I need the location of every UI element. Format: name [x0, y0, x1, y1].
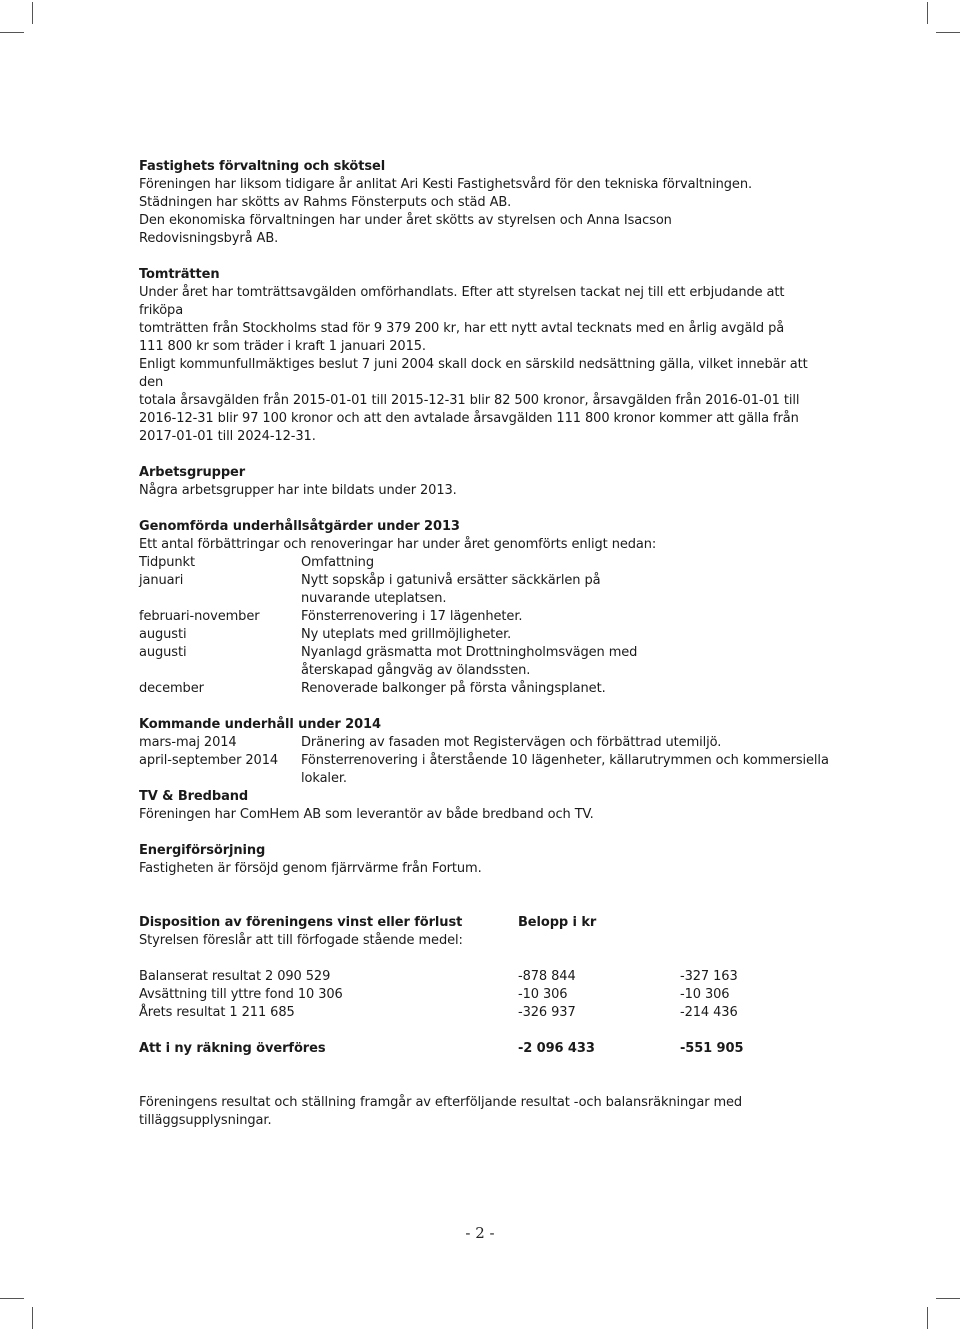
section-arbetsgrupper [139, 464, 829, 500]
section-heading: Genomförda underhållsåtgärder under 2013 [139, 519, 460, 534]
text-line: totala årsavgälden från 2015-01-01 till 2015-12-31 blir 82 500 kronor, årsavgälden från 2016-01-01 till [139, 393, 800, 408]
column-header: Tidpunkt [139, 555, 195, 570]
disposition-amount: -327 163 [680, 969, 738, 984]
text-line: Under året har tomträttsavgälden omförhandlats. Efter att styrelsen tackat nej till ett erbjudande att friköpa [139, 285, 785, 318]
crop-mark [936, 1298, 960, 1299]
text-line: tomträtten från Stockholms stad för 9 379 200 kr, har ett nytt avtal tecknats med en årlig avgäld på [139, 321, 785, 336]
section-tv [139, 788, 829, 824]
text-line: Redovisningsbyrå AB. [139, 231, 279, 246]
text-line: Ett antal förbättringar och renoveringar har under året genomförts enligt nedan: [139, 537, 657, 552]
table-cell-what: Fönsterrenovering i återstående 10 lägenheter, källarutrymmen och kommersiella lokaler. [301, 753, 829, 786]
maintenance-table [139, 554, 829, 698]
disposition-amount: -10 306 [680, 987, 730, 1002]
disposition-row [139, 968, 829, 986]
table-cell-when: februari-november [139, 609, 260, 624]
disposition-total-label: Att i ny räkning överföres [139, 1041, 326, 1056]
table-row [139, 680, 829, 698]
table-cell-when: augusti [139, 627, 187, 642]
table-cell-when: december [139, 681, 204, 696]
text-line: Städningen har skötts av Rahms Fönsterputs och städ AB. [139, 195, 512, 210]
text-line: Styrelsen föreslår att till förfogade stående medel: [139, 933, 463, 948]
crop-mark [32, 1307, 33, 1329]
section-heading: Kommande underhåll under 2014 [139, 717, 381, 732]
disposition-label: Avsättning till yttre fond 10 306 [139, 987, 343, 1002]
table-cell-what: Dränering av fasaden mot Registervägen och förbättrad utemiljö. [301, 735, 722, 750]
crop-mark [927, 2, 928, 24]
amount-header: Belopp i kr [518, 915, 597, 930]
text-line: tilläggsupplysningar. [139, 1113, 272, 1128]
text-line: 2017-01-01 till 2024-12-31. [139, 429, 316, 444]
section-energi [139, 842, 829, 878]
text-line: 2016-12-31 blir 97 100 kronor och att den avtalade årsavgälden 111 800 kronor kommer att gälla från [139, 411, 799, 426]
text-line: Föreningen har ComHem AB som leverantör av både bredband och TV. [139, 807, 594, 822]
section-kommande [139, 716, 829, 788]
crop-mark [927, 1307, 928, 1329]
disposition-amount: -10 306 [518, 987, 568, 1002]
table-row [139, 734, 829, 752]
text-line: Den ekonomiska förvaltningen har under året skötts av styrelsen och Anna Isacson [139, 213, 672, 228]
section-footer-note [139, 1094, 829, 1130]
disposition-label: Balanserat resultat 2 090 529 [139, 969, 331, 984]
table-cell-what: Nyanlagd gräsmatta mot Drottningholmsvägen med återskapad gångväg av ölandssten. [301, 645, 638, 678]
crop-mark [32, 2, 33, 24]
document-body [139, 158, 829, 1130]
disposition-total-amount: -551 905 [680, 1041, 744, 1056]
disposition-amount: -878 844 [518, 969, 576, 984]
disposition-row [139, 1004, 829, 1022]
section-tomtratten [139, 266, 829, 446]
crop-mark [0, 1298, 24, 1299]
table-cell-when: mars-maj 2014 [139, 735, 237, 750]
section-heading: Arbetsgrupper [139, 465, 246, 480]
table-header-row [139, 554, 829, 572]
section-heading: Disposition av föreningens vinst eller förlust [139, 915, 463, 930]
section-heading: Tomträtten [139, 267, 220, 282]
upcoming-table [139, 734, 829, 788]
disposition-total-amount: -2 096 433 [518, 1041, 595, 1056]
section-disposition [139, 914, 829, 1058]
crop-mark [936, 32, 960, 33]
table-row [139, 644, 829, 680]
text-line: Fastigheten är försöjd genom fjärrvärme från Fortum. [139, 861, 482, 876]
table-cell-what: Nytt sopskåp i gatunivå ersätter säckkärlen på nuvarande uteplatsen. [301, 573, 601, 606]
table-cell-what: Renoverade balkonger på första våningsplanet. [301, 681, 606, 696]
table-row [139, 608, 829, 626]
section-heading: TV & Bredband [139, 789, 249, 804]
table-cell-what: Ny uteplats med grillmöjligheter. [301, 627, 512, 642]
section-underhall [139, 518, 829, 698]
section-heading: Fastighets förvaltning och skötsel [139, 159, 386, 174]
disposition-amount: -326 937 [518, 1005, 576, 1020]
disposition-label: Årets resultat 1 211 685 [139, 1005, 295, 1020]
table-cell-when: april-september 2014 [139, 753, 279, 768]
table-row [139, 626, 829, 644]
text-line: Föreningens resultat och ställning framgår av efterföljande resultat -och balansräkningar med [139, 1095, 743, 1110]
table-cell-when: augusti [139, 645, 187, 660]
table-cell-what: Fönsterrenovering i 17 lägenheter. [301, 609, 523, 624]
table-row [139, 752, 829, 788]
disposition-amount: -214 436 [680, 1005, 738, 1020]
table-cell-when: januari [139, 573, 184, 588]
crop-mark [0, 32, 24, 33]
text-line: Enligt kommunfullmäktiges beslut 7 juni 2004 skall dock en särskild nedsättning gälla, vilket innebär att den [139, 357, 808, 390]
section-heading: Energiförsörjning [139, 843, 266, 858]
text-line: 111 800 kr som träder i kraft 1 januari 2015. [139, 339, 426, 354]
page-number: - 2 - [465, 1224, 495, 1242]
table-row [139, 572, 829, 608]
text-line: Föreningen har liksom tidigare år anlitat Ari Kesti Fastighetsvård för den tekniska förvaltningen. [139, 177, 752, 192]
column-header: Omfattning [301, 555, 374, 570]
text-line: Några arbetsgrupper har inte bildats under 2013. [139, 483, 457, 498]
disposition-total-row [139, 1040, 829, 1058]
section-forvaltning [139, 158, 829, 248]
disposition-row [139, 986, 829, 1004]
disposition-header-row [139, 914, 829, 932]
